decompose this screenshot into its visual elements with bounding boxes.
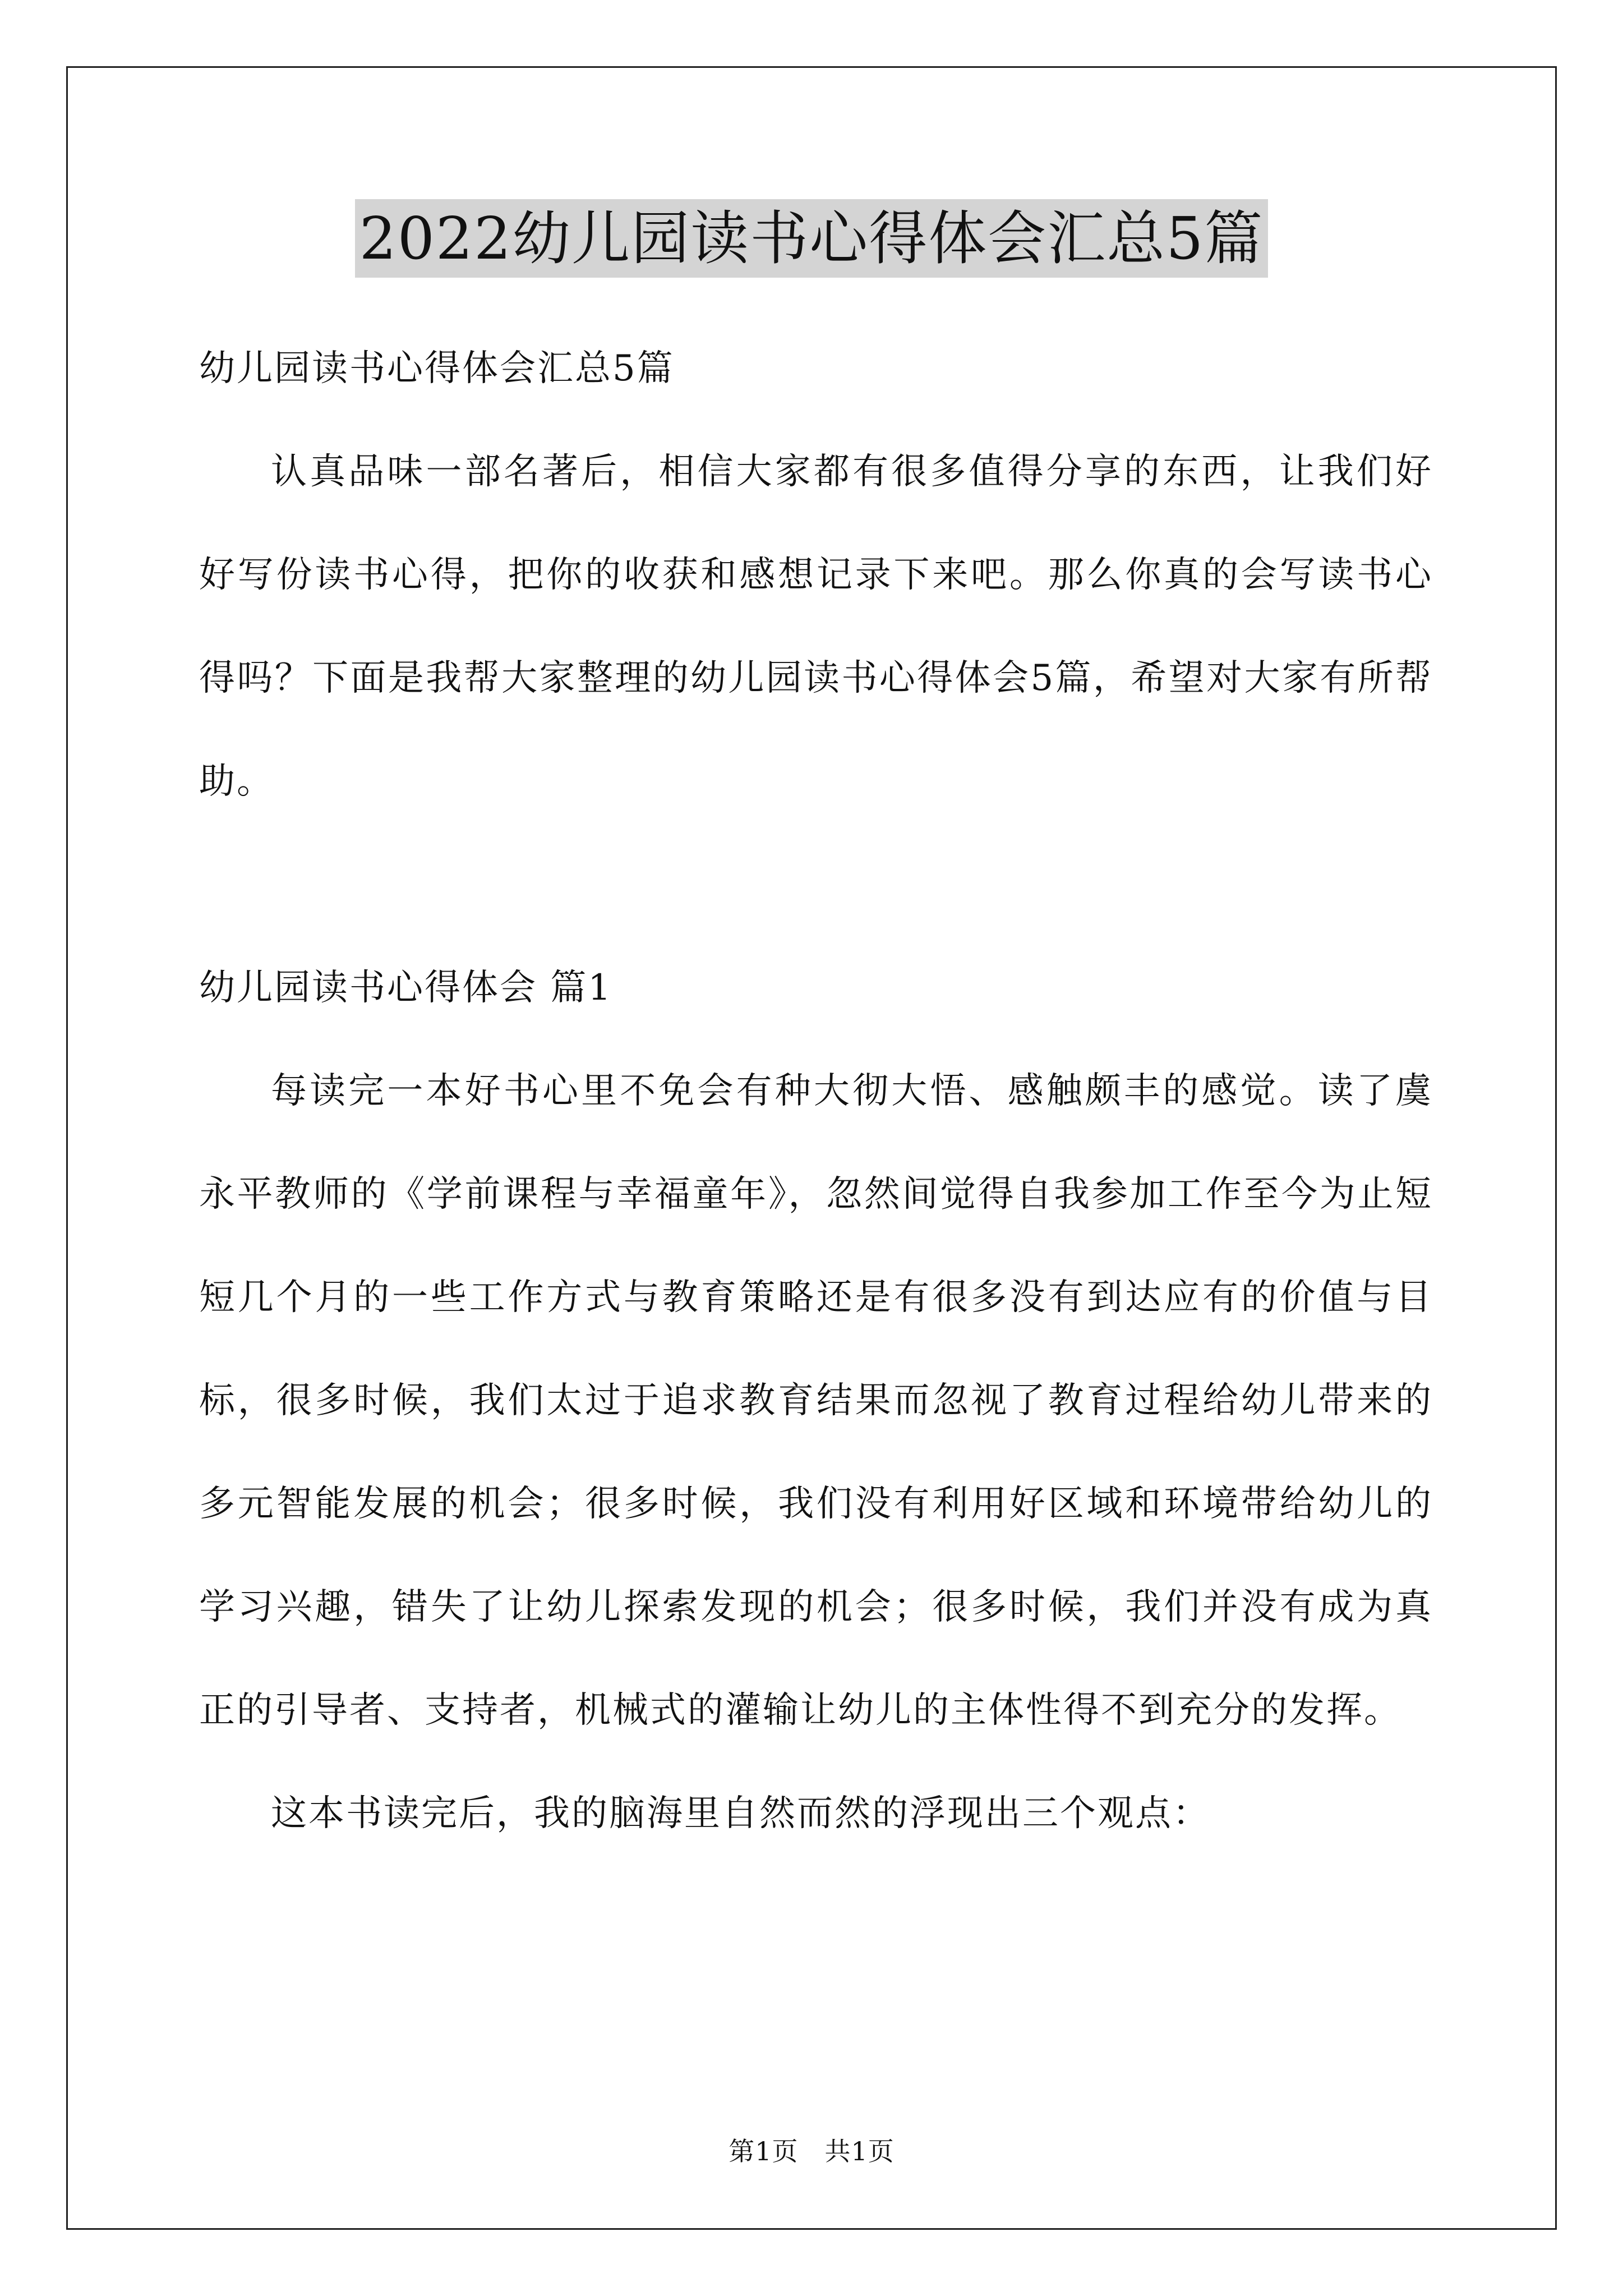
page-number: 第1页	[728, 2136, 799, 2166]
page-total: 共1页	[824, 2136, 895, 2166]
page-footer	[0, 2134, 1623, 2168]
document-body	[199, 317, 1433, 1865]
intro-paragraph: 认真品味一部名著后，相信大家都有很多值得分享的东西，让我们好好写份读书心得，把你的收获和感想记录下来吧。那么你真的会写读书心得吗？下面是我帮大家整理的幼儿园读书心得体会5篇，希望对大家有所帮助。	[199, 451, 1433, 802]
document-title: 2022幼儿园读书心得体会汇总5篇	[355, 199, 1269, 278]
section-paragraph: 这本书读完后，我的脑海里自然而然的浮现出三个观点：	[271, 1793, 1210, 1834]
document-subtitle: 幼儿园读书心得体会汇总5篇	[199, 348, 675, 389]
title-container	[0, 199, 1623, 278]
section-paragraph: 每读完一本好书心里不免会有种大彻大悟、感触颇丰的感觉。读了虞永平教师的《学前课程与幸福童年》，忽然间觉得自我参加工作至今为止短短几个月的一些工作方式与教育策略还是有很多没有到达应有的价值与目标，很多时候，我们太过于追求教育结果而忽视了教育过程给幼儿带来的多元智能发展的机会；很多时候，我们没有利用好区域和环境带给幼儿的学习兴趣，错失了让幼儿探索发现的机会；很多时候，我们并没有成为真正的引导者、支持者，机械式的灌输让幼儿的主体性得不到充分的发挥。	[199, 1070, 1433, 1731]
section-heading: 幼儿园读书心得体会 篇1	[199, 967, 613, 1009]
